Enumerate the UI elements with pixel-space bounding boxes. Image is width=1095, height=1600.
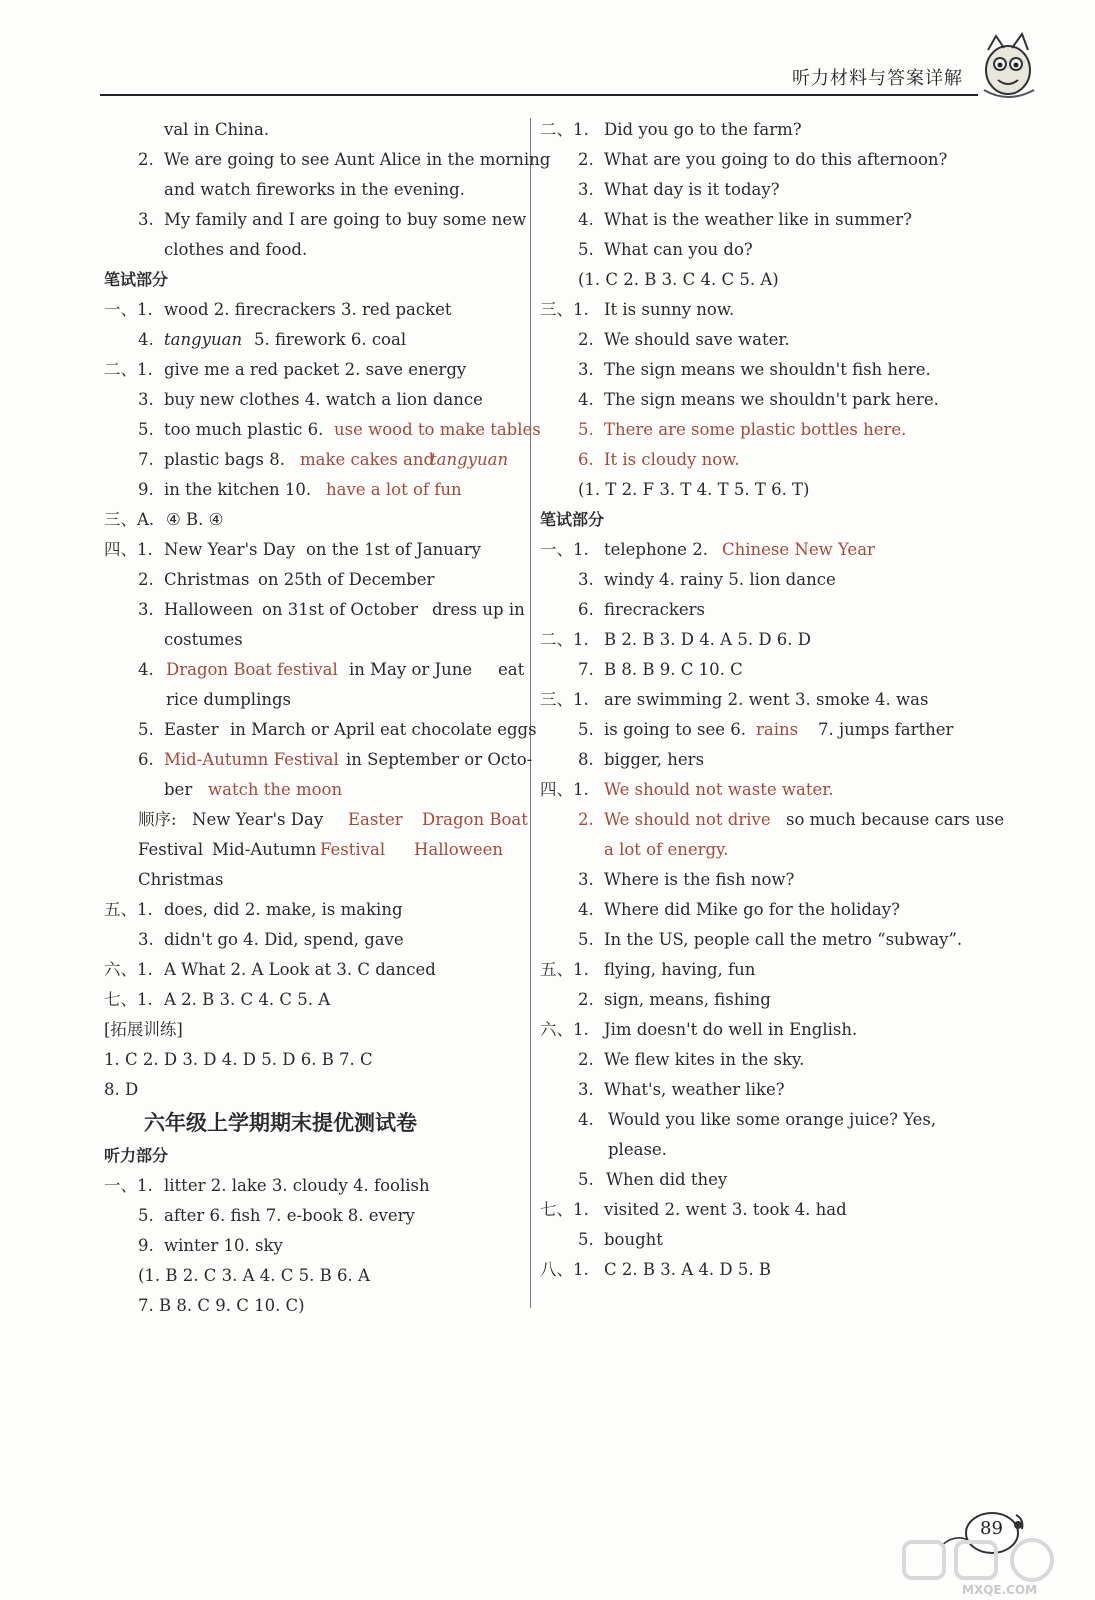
line-text: 7. jumps farther bbox=[818, 720, 954, 739]
line-text: When did they bbox=[606, 1170, 728, 1189]
line-text: (1. T 2. F 3. T 4. T 5. T 6. T) bbox=[578, 480, 810, 499]
line-text: Halloween bbox=[164, 600, 253, 619]
item-number: 七、1. bbox=[540, 1200, 589, 1219]
item-number: 5. bbox=[578, 720, 594, 739]
line-text: visited 2. went 3. took 4. had bbox=[604, 1200, 847, 1219]
line-text: Mid-Autumn bbox=[212, 840, 317, 859]
answer-line bbox=[104, 925, 524, 955]
answer-line bbox=[104, 295, 524, 325]
line-text: didn't go 4. Did, spend, gave bbox=[164, 930, 404, 949]
line-text: bought bbox=[604, 1230, 663, 1249]
answer-line bbox=[540, 295, 980, 325]
item-number: 6. bbox=[578, 600, 594, 619]
line-text: Jim doesn't do well in English. bbox=[604, 1020, 858, 1039]
item-number: 5. bbox=[578, 240, 594, 259]
answer-line bbox=[540, 1165, 980, 1195]
header-title: 听力材料与答案详解 bbox=[792, 68, 963, 89]
item-number: 二、1. bbox=[540, 630, 589, 649]
line-text: Festival bbox=[138, 840, 204, 859]
column-divider bbox=[530, 118, 531, 1308]
line-text: Halloween bbox=[414, 840, 503, 859]
answer-line bbox=[540, 805, 1005, 835]
answer-line bbox=[540, 655, 980, 685]
line-text: in the kitchen 10. bbox=[164, 480, 312, 499]
item-number: 二、1. bbox=[540, 120, 589, 139]
item-number: 7. bbox=[578, 660, 594, 679]
line-text: Easter bbox=[164, 720, 219, 739]
answer-line bbox=[540, 745, 980, 775]
item-number: 七、1. bbox=[104, 990, 153, 1009]
answer-line bbox=[540, 325, 980, 355]
answer-line bbox=[540, 385, 980, 415]
answer-line bbox=[540, 775, 980, 805]
line-text: Where did Mike go for the holiday? bbox=[604, 900, 900, 919]
line-text: (1. C 2. B 3. C 4. C 5. A) bbox=[578, 270, 779, 289]
answer-line bbox=[540, 895, 980, 925]
answer-line bbox=[104, 745, 533, 775]
answer-line bbox=[540, 595, 980, 625]
answer-line bbox=[540, 1195, 980, 1225]
line-text: wood 2. firecrackers 3. red packet bbox=[164, 300, 452, 319]
line-text: We should not drive bbox=[604, 810, 771, 829]
item-number: 4. bbox=[578, 900, 594, 919]
line-text: after 6. fish 7. e-book 8. every bbox=[164, 1206, 415, 1225]
item-number: 三、1. bbox=[540, 300, 589, 319]
answer-line bbox=[104, 1231, 524, 1261]
line-text: eat bbox=[498, 660, 525, 679]
line-text: A 2. B 3. C 4. C 5. A bbox=[164, 990, 331, 1009]
answer-line bbox=[540, 475, 980, 505]
answer-line bbox=[540, 265, 980, 295]
answer-line bbox=[104, 835, 524, 865]
answer-line bbox=[540, 955, 980, 985]
item-number: 3. bbox=[138, 930, 154, 949]
line-text: ber bbox=[164, 780, 193, 799]
line-text: Christmas bbox=[138, 870, 224, 889]
answer-line bbox=[104, 625, 524, 655]
answer-line bbox=[540, 685, 980, 715]
line-text: tangyuan bbox=[164, 330, 243, 349]
line-text: Dragon Boat bbox=[422, 810, 528, 829]
line-text: tangyuan bbox=[430, 450, 509, 469]
item-number: 四、1. bbox=[104, 540, 153, 559]
line-text: What are you going to do this afternoon? bbox=[604, 150, 948, 169]
heading-written: 笔试部分 bbox=[540, 510, 605, 529]
answer-line bbox=[540, 235, 980, 265]
answer-line bbox=[540, 355, 980, 385]
item-number: 9. bbox=[138, 480, 154, 499]
line-text: Easter bbox=[348, 810, 403, 829]
line-text: What's, weather like? bbox=[604, 1080, 785, 1099]
line-text: on 25th of December bbox=[258, 570, 435, 589]
item-number: 6. bbox=[138, 750, 154, 769]
answer-line bbox=[540, 445, 980, 475]
line-text: does, did 2. make, is making bbox=[164, 900, 403, 919]
line-text: It is cloudy now. bbox=[604, 450, 740, 469]
line-text: Festival bbox=[320, 840, 386, 859]
item-number: 3. bbox=[138, 390, 154, 409]
item-number: 5. bbox=[578, 420, 594, 439]
answer-line bbox=[540, 205, 980, 235]
answer-line bbox=[540, 145, 980, 175]
answer-line bbox=[104, 595, 524, 625]
page-number: 89 bbox=[980, 1518, 1003, 1539]
line-text: B 8. B 9. C 10. C bbox=[604, 660, 743, 679]
line-text: Chinese New Year bbox=[722, 540, 875, 559]
line-text: in September or Octo- bbox=[346, 750, 533, 769]
answer-line bbox=[540, 535, 980, 565]
line-text: plastic bags 8. bbox=[164, 450, 285, 469]
answer-line bbox=[104, 1201, 524, 1231]
item-number: 4. bbox=[578, 210, 594, 229]
answer-line bbox=[104, 475, 524, 505]
answer-line bbox=[104, 685, 524, 715]
line-text: (1. B 2. C 3. A 4. C 5. B 6. A bbox=[138, 1266, 370, 1285]
item-number: 3. bbox=[578, 360, 594, 379]
line-text: windy 4. rainy 5. lion dance bbox=[604, 570, 836, 589]
line-text: firecrackers bbox=[604, 600, 705, 619]
item-number: 4. bbox=[138, 660, 154, 679]
line-text: rains bbox=[756, 720, 799, 739]
item-number: 2. bbox=[578, 150, 594, 169]
line-text: C 2. B 3. A 4. D 5. B bbox=[604, 1260, 771, 1279]
answer-line bbox=[540, 565, 980, 595]
line-text: please. bbox=[608, 1140, 667, 1159]
item-number: 4. bbox=[138, 330, 154, 349]
answer-line bbox=[104, 895, 524, 925]
item-number: 7. bbox=[138, 450, 154, 469]
test-title-row bbox=[104, 1105, 524, 1141]
line-text: use wood to make tables bbox=[334, 420, 541, 439]
answer-line bbox=[104, 115, 524, 145]
answer-line bbox=[104, 1045, 524, 1075]
answer-line bbox=[104, 325, 524, 355]
heading-written: 笔试部分 bbox=[104, 270, 169, 289]
line-text: in May or June bbox=[349, 660, 473, 679]
header-rule bbox=[100, 94, 978, 96]
line-text: 8. D bbox=[104, 1080, 139, 1099]
item-number: 六、1. bbox=[104, 960, 153, 979]
right-column bbox=[540, 115, 1005, 1285]
item-number: 三、A. bbox=[104, 510, 155, 529]
answer-line bbox=[540, 925, 980, 955]
test-title: 六年级上学期期末提优测试卷 bbox=[144, 1111, 417, 1135]
line-text: clothes and food. bbox=[164, 240, 308, 259]
answer-line bbox=[540, 1255, 980, 1285]
line-text: costumes bbox=[164, 630, 243, 649]
item-number: 5. bbox=[578, 1230, 594, 1249]
line-text: ④ B. ④ bbox=[166, 510, 224, 529]
item-number: 3. bbox=[578, 180, 594, 199]
line-text: eat chocolate eggs bbox=[380, 720, 537, 739]
item-number: 2. bbox=[578, 810, 594, 829]
item-number: 四、1. bbox=[540, 780, 589, 799]
answer-line bbox=[104, 805, 528, 835]
answer-line bbox=[104, 535, 524, 565]
answer-line bbox=[540, 1075, 980, 1105]
line-text: There are some plastic bottles here. bbox=[604, 420, 907, 439]
item-number: 5. bbox=[578, 1170, 594, 1189]
line-text: What day is it today? bbox=[604, 180, 780, 199]
item-number: 六、1. bbox=[540, 1020, 589, 1039]
answer-line bbox=[104, 505, 524, 535]
line-text: The sign means we shouldn't fish here. bbox=[604, 360, 931, 379]
section-heading bbox=[104, 265, 524, 295]
line-text: What can you do? bbox=[604, 240, 753, 259]
line-text: so much because cars use bbox=[786, 810, 1005, 829]
line-text: in March or April bbox=[230, 720, 375, 739]
line-text: My family and I are going to buy some new bbox=[164, 210, 527, 229]
item-number: 五、1. bbox=[540, 960, 589, 979]
item-number: 5. bbox=[138, 1206, 154, 1225]
line-text: A What 2. A Look at 3. C danced bbox=[164, 960, 436, 979]
line-text: We should not waste water. bbox=[604, 780, 834, 799]
line-text: too much plastic 6. bbox=[164, 420, 324, 439]
answer-line bbox=[104, 385, 524, 415]
order-label: 顺序: bbox=[138, 810, 177, 829]
item-number: 五、1. bbox=[104, 900, 153, 919]
answer-line bbox=[540, 865, 980, 895]
line-text: a lot of energy. bbox=[604, 840, 729, 859]
watermark-text: MXQE.COM bbox=[962, 1583, 1038, 1597]
item-number: 4. bbox=[578, 1110, 594, 1129]
answer-line bbox=[104, 655, 524, 685]
mascot-icon bbox=[978, 30, 1040, 102]
line-text: make cakes and bbox=[300, 450, 435, 469]
answer-line bbox=[104, 955, 524, 985]
line-text: winter 10. sky bbox=[164, 1236, 283, 1255]
line-text: Would you like some orange juice? Yes, bbox=[608, 1110, 937, 1129]
line-text: bigger, hers bbox=[604, 750, 705, 769]
answer-line bbox=[104, 205, 527, 235]
item-number: 3. bbox=[578, 870, 594, 889]
answer-line bbox=[104, 445, 524, 475]
line-text: Christmas bbox=[164, 570, 250, 589]
item-number: 3. bbox=[138, 210, 154, 229]
item-number: 2. bbox=[578, 1050, 594, 1069]
answer-line bbox=[104, 715, 537, 745]
answer-line bbox=[540, 985, 980, 1015]
item-number: 3. bbox=[578, 570, 594, 589]
item-number: 8. bbox=[578, 750, 594, 769]
line-text: watch the moon bbox=[208, 780, 343, 799]
line-text: and watch fireworks in the evening. bbox=[164, 180, 465, 199]
line-text: litter 2. lake 3. cloudy 4. foolish bbox=[164, 1176, 430, 1195]
line-text: B 2. B 3. D 4. A 5. D 6. D bbox=[604, 630, 812, 649]
section-heading bbox=[540, 505, 980, 535]
item-number: 4. bbox=[578, 390, 594, 409]
line-text: val in China. bbox=[164, 120, 270, 139]
line-text: rice dumplings bbox=[166, 690, 292, 709]
line-text: give me a red packet 2. save energy bbox=[164, 360, 467, 379]
answer-line bbox=[104, 565, 524, 595]
line-text: The sign means we shouldn't park here. bbox=[604, 390, 939, 409]
line-text: sign, means, fishing bbox=[604, 990, 771, 1009]
answer-line bbox=[104, 145, 551, 175]
left-column bbox=[104, 115, 551, 1321]
item-number: 5. bbox=[578, 930, 594, 949]
line-text: 5. firework 6. coal bbox=[254, 330, 407, 349]
answer-line bbox=[104, 415, 541, 445]
item-number: 3. bbox=[578, 1080, 594, 1099]
item-number: 一、1. bbox=[104, 1176, 153, 1195]
answer-line bbox=[104, 985, 524, 1015]
answer-line bbox=[104, 235, 524, 265]
item-number: 5. bbox=[138, 720, 154, 739]
item-number: 2. bbox=[578, 330, 594, 349]
extension-heading: [拓展训练] bbox=[104, 1020, 183, 1039]
item-number: 二、1. bbox=[104, 360, 153, 379]
answer-line bbox=[540, 1015, 980, 1045]
item-number: 6. bbox=[578, 450, 594, 469]
answer-line bbox=[540, 1225, 980, 1255]
answer-line bbox=[104, 1261, 524, 1291]
item-number: 2. bbox=[138, 150, 154, 169]
line-text: dress up in bbox=[432, 600, 525, 619]
item-number: 2. bbox=[138, 570, 154, 589]
line-text: Dragon Boat festival bbox=[166, 660, 338, 679]
item-number: 5. bbox=[138, 420, 154, 439]
answer-line bbox=[540, 1045, 980, 1075]
line-text: We flew kites in the sky. bbox=[604, 1050, 805, 1069]
line-text: We should save water. bbox=[604, 330, 790, 349]
line-text: What is the weather like in summer? bbox=[604, 210, 913, 229]
answer-line bbox=[540, 625, 980, 655]
section-heading bbox=[104, 1141, 524, 1171]
line-text: It is sunny now. bbox=[604, 300, 735, 319]
line-text: We are going to see Aunt Alice in the morning bbox=[164, 150, 551, 169]
line-text: are swimming 2. went 3. smoke 4. was bbox=[604, 690, 929, 709]
line-text: telephone 2. bbox=[604, 540, 708, 559]
item-number: 3. bbox=[138, 600, 154, 619]
line-text: have a lot of fun bbox=[326, 480, 462, 499]
answer-line bbox=[540, 835, 980, 865]
line-text: 1. C 2. D 3. D 4. D 5. D 6. B 7. C bbox=[104, 1050, 373, 1069]
answer-line bbox=[540, 175, 980, 205]
item-number: 八、1. bbox=[540, 1260, 589, 1279]
line-text: New Year's Day bbox=[164, 540, 296, 559]
answer-line bbox=[104, 355, 524, 385]
answer-line bbox=[540, 1135, 980, 1165]
line-text: Did you go to the farm? bbox=[604, 120, 802, 139]
item-number: 一、1. bbox=[540, 540, 589, 559]
item-number: 9. bbox=[138, 1236, 154, 1255]
line-text: Where is the fish now? bbox=[604, 870, 795, 889]
answer-line bbox=[104, 775, 524, 805]
answer-line bbox=[540, 415, 980, 445]
answer-line bbox=[104, 1015, 524, 1045]
answer-line bbox=[104, 1171, 524, 1201]
answer-line bbox=[540, 115, 980, 145]
answer-line bbox=[540, 715, 980, 745]
answer-line bbox=[540, 1105, 980, 1135]
item-number: 一、1. bbox=[104, 300, 153, 319]
answer-line bbox=[104, 1291, 524, 1321]
answer-line bbox=[104, 1075, 524, 1105]
line-text: is going to see 6. bbox=[604, 720, 746, 739]
line-text: 7. B 8. C 9. C 10. C) bbox=[138, 1296, 305, 1315]
line-text: on the 1st of January bbox=[306, 540, 481, 559]
item-number: 三、1. bbox=[540, 690, 589, 709]
line-text: New Year's Day bbox=[192, 810, 324, 829]
line-text: flying, having, fun bbox=[604, 960, 756, 979]
answer-line bbox=[104, 865, 524, 895]
line-text: buy new clothes 4. watch a lion dance bbox=[164, 390, 483, 409]
heading-listening: 听力部分 bbox=[104, 1146, 169, 1165]
line-text: Mid-Autumn Festival bbox=[164, 750, 339, 769]
item-number: 2. bbox=[578, 990, 594, 1009]
line-text: In the US, people call the metro “subway”. bbox=[604, 930, 963, 949]
line-text: on 31st of October bbox=[262, 600, 418, 619]
answer-line bbox=[104, 175, 524, 205]
